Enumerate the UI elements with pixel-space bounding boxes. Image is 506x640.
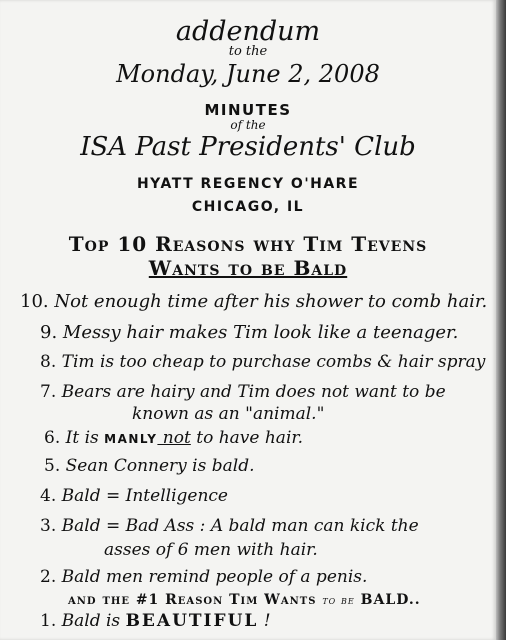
venue-city: CHICAGO, IL [191,199,305,215]
list-item: 6. It is MANLY not to have hair. [44,428,304,448]
list-item: 2. Bald men remind people of a penis. [40,567,368,587]
list-item-continuation: known as an "animal." [132,404,325,424]
to-the-label: to the [228,44,268,59]
venue-name: HYATT REGENCY O'HARE [136,176,360,192]
list-item: 9. Messy hair makes Tim look like a teenager. [40,322,459,343]
club-name: ISA Past Presidents' Club [80,132,416,162]
list-item: 4. Bald = Intelligence [40,486,228,506]
number-one-item: 1. Bald is BEAUTIFUL ! [40,611,271,631]
addendum-heading: addendum [175,16,321,47]
list-item: 8. Tim is too cheap to purchase combs & hair spray [40,352,486,372]
list-item: 5. Sean Connery is bald. [44,456,255,476]
meeting-date: Monday, June 2, 2008 [116,60,380,88]
list-title-line-2: Wants to be Bald [148,256,348,280]
list-item: 10. Not enough time after his shower to comb hair. [20,291,488,312]
number-one-intro: and the #1 Reason Tim Wants to be BALD.. [68,592,421,608]
minutes-label: MINUTES [204,101,292,119]
list-item: 3. Bald = Bad Ass : A bald man can kick the [40,516,419,536]
list-item-continuation: asses of 6 men with hair. [104,540,318,560]
page-edge [496,0,506,640]
list-item: 7. Bears are hairy and Tim does not want to be [40,382,446,402]
of-the-label: of the [230,118,266,132]
list-title-line-1: Top 10 Reasons why Tim Tevens [68,232,428,256]
